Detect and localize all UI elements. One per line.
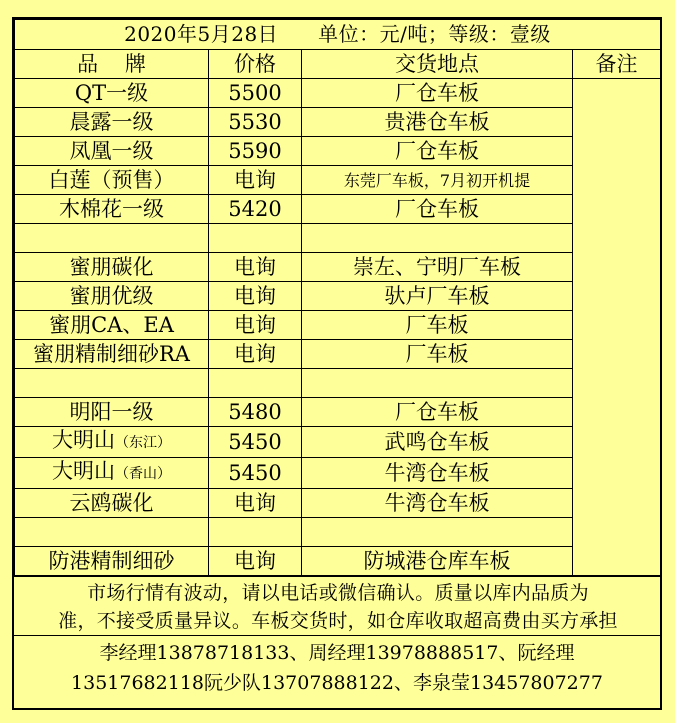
delivery-cell: 崇左、宁明厂车板	[302, 253, 573, 282]
brand-name: QT一级	[74, 80, 149, 105]
brand-cell	[15, 108, 209, 137]
delivery-cell: 牛湾仓车板	[302, 489, 573, 518]
delivery-cell	[302, 369, 573, 398]
price-cell	[209, 224, 302, 253]
brand-cell	[15, 166, 209, 195]
table-row	[15, 311, 661, 340]
brand-name: 大明山	[52, 459, 115, 483]
brand-name: 云鸥碳化	[69, 490, 154, 515]
remark-cell	[573, 398, 661, 427]
price-cell: 电询	[209, 282, 302, 311]
table-row	[15, 137, 661, 166]
title-row	[15, 20, 661, 50]
unit-text: 单位：元/吨；等级：壹级	[318, 22, 551, 46]
remark-cell	[573, 518, 661, 547]
price-cell: 电询	[209, 489, 302, 518]
table-row	[15, 427, 661, 458]
price-cell	[209, 369, 302, 398]
price-cell: 5450	[209, 458, 302, 489]
notice-box	[14, 576, 660, 636]
table-row	[15, 398, 661, 427]
brand-name: 蜜朋优级	[69, 283, 154, 308]
delivery-cell	[302, 224, 573, 253]
brand-cell	[15, 369, 209, 398]
price-cell: 电询	[209, 340, 302, 369]
brand-cell	[15, 489, 209, 518]
brand-name: 凤凰一级	[69, 138, 154, 163]
brand-cell	[15, 458, 209, 489]
brand-name: 蜜朋CA、EA	[49, 312, 174, 337]
brand-cell	[15, 224, 209, 253]
delivery-cell: 厂车板	[302, 311, 573, 340]
brand-name: 防港精制细砂	[48, 548, 175, 573]
brand-name: 晨露一级	[69, 109, 154, 134]
brand-name: 木棉花一级	[59, 196, 164, 221]
delivery-cell: 厂仓车板	[302, 398, 573, 427]
brand-name: 蜜朋精制细砂RA	[33, 341, 190, 366]
delivery-cell: 东莞厂车板，7月初开机提	[302, 166, 573, 195]
brand-name: 明阳一级	[69, 399, 154, 424]
remark-cell	[573, 458, 661, 489]
remark-cell	[573, 369, 661, 398]
delivery-cell: 厂仓车板	[302, 137, 573, 166]
remark-cell	[573, 224, 661, 253]
delivery-cell: 牛湾仓车板	[302, 458, 573, 489]
price-cell: 电询	[209, 311, 302, 340]
header-delivery: 交货地点	[302, 50, 573, 79]
table-row	[15, 458, 661, 489]
contact-line-1: 李经理13878718133、周经理13978888517、阮经理	[99, 642, 575, 664]
brand-cell	[15, 340, 209, 369]
title-cell	[15, 20, 661, 50]
delivery-cell: 防城港仓库车板	[302, 547, 573, 576]
price-table	[14, 19, 661, 576]
brand-cell	[15, 282, 209, 311]
header-price: 价格	[209, 50, 302, 79]
price-cell: 电询	[209, 253, 302, 282]
table-row	[15, 195, 661, 224]
table-row	[15, 369, 661, 398]
price-sheet	[12, 17, 662, 710]
remark-cell	[573, 489, 661, 518]
delivery-cell: 厂仓车板	[302, 79, 573, 108]
price-cell: 5590	[209, 137, 302, 166]
header-row	[15, 50, 661, 79]
brand-cell	[15, 518, 209, 547]
remark-cell	[573, 137, 661, 166]
date-text: 2020年5月28日	[124, 22, 279, 46]
remark-cell	[573, 108, 661, 137]
table-row	[15, 253, 661, 282]
table-row	[15, 547, 661, 576]
contact-line-2: 13517682118阮少队13707888122、李泉莹13457807277	[71, 672, 603, 694]
table-row	[15, 79, 661, 108]
remark-cell	[573, 282, 661, 311]
brand-name: 白莲（预售）	[48, 167, 175, 192]
notice-line-1: 市场行情有波动，请以电话或微信确认。质量以库内品质为	[87, 582, 589, 604]
delivery-cell	[302, 518, 573, 547]
remark-cell	[573, 340, 661, 369]
remark-cell	[573, 427, 661, 458]
price-cell: 电询	[209, 166, 302, 195]
contact-box	[14, 636, 660, 698]
delivery-cell: 驮卢厂车板	[302, 282, 573, 311]
remark-cell	[573, 547, 661, 576]
price-cell: 5530	[209, 108, 302, 137]
header-brand: 品 牌	[15, 50, 209, 79]
brand-cell	[15, 79, 209, 108]
delivery-cell: 厂车板	[302, 340, 573, 369]
brand-cell	[15, 195, 209, 224]
brand-origin: （东江）	[115, 435, 171, 451]
price-cell: 5500	[209, 79, 302, 108]
delivery-cell: 厂仓车板	[302, 195, 573, 224]
delivery-cell: 贵港仓车板	[302, 108, 573, 137]
remark-cell	[573, 166, 661, 195]
price-cell: 5420	[209, 195, 302, 224]
notice-line-2: 准，不接受质量异议。车板交货时，如仓库收取超高费由买方承担	[58, 610, 618, 632]
brand-origin: （香山）	[115, 466, 171, 482]
table-row	[15, 340, 661, 369]
remark-cell	[573, 195, 661, 224]
header-remark: 备注	[573, 50, 661, 79]
brand-cell	[15, 311, 209, 340]
remark-cell	[573, 253, 661, 282]
delivery-cell: 武鸣仓车板	[302, 427, 573, 458]
table-row	[15, 518, 661, 547]
brand-name: 大明山	[52, 428, 115, 452]
brand-cell	[15, 137, 209, 166]
brand-cell	[15, 427, 209, 458]
table-row	[15, 224, 661, 253]
table-row	[15, 166, 661, 195]
brand-cell	[15, 547, 209, 576]
table-row	[15, 108, 661, 137]
remark-cell	[573, 311, 661, 340]
brand-name: 蜜朋碳化	[69, 254, 154, 279]
remark-cell	[573, 79, 661, 108]
table-row	[15, 489, 661, 518]
brand-cell	[15, 398, 209, 427]
price-cell	[209, 518, 302, 547]
table-row	[15, 282, 661, 311]
price-cell: 5450	[209, 427, 302, 458]
price-cell: 5480	[209, 398, 302, 427]
price-cell: 电询	[209, 547, 302, 576]
brand-cell	[15, 253, 209, 282]
